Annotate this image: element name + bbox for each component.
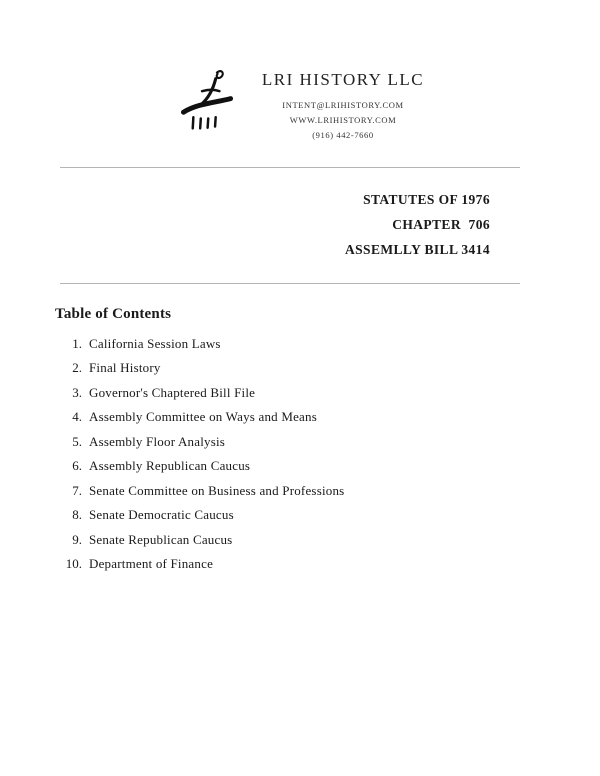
toc-item-number: 2. [72,360,82,376]
toc-item-label: Assembly Committee on Ways and Means [89,409,317,425]
toc-item-number: 10. [65,556,82,572]
company-phone: (916) 442-7660 [312,129,374,140]
toc-item [55,459,600,472]
statute-year: STATUTES OF 1976 [363,191,490,207]
toc-item [55,337,600,350]
toc-item-number: 6. [72,458,82,474]
toc-item-number: 8. [72,507,82,523]
toc-item [55,386,600,399]
letterhead-text [262,64,424,143]
statute-block [0,168,600,263]
toc-item [55,361,600,374]
toc-item-number: 7. [72,482,82,498]
toc-item-number: 5. [72,433,82,449]
toc-item-number: 9. [72,531,82,547]
toc-item-number: 4. [72,409,82,425]
company-name: LRI HISTORY LLC [261,70,425,89]
toc-item [55,533,600,546]
statute-bill: ASSEMLLY BILL 3414 [344,241,490,257]
company-website: WWW.LRIHISTORY.COM [289,114,397,125]
letterhead [0,0,600,143]
toc-item-number: 3. [72,384,82,400]
toc-item-number: 1. [72,335,82,351]
toc-item-label: Senate Committee on Business and Professions [89,482,345,498]
toc-item-label: Senate Democratic Caucus [89,507,234,523]
toc-item [55,484,600,497]
toc-heading: Table of Contents [55,305,172,322]
toc-item-label: Senate Republican Caucus [89,531,233,547]
toc-item-label: Governor's Chaptered Bill File [89,384,256,400]
divider-bottom [60,283,520,284]
toc-item [55,410,600,423]
toc-item-label: California Session Laws [89,335,221,351]
company-email: INTENT@LRIHISTORY.COM [282,100,404,110]
statute-chapter: CHAPTER 706 [392,216,490,232]
toc-item [55,508,600,521]
toc-item [55,435,600,448]
toc-item-label: Assembly Floor Analysis [89,433,226,449]
toc-item-label: Department of Finance [89,556,214,572]
calligraphy-mark-icon [176,66,238,138]
toc-item-label: Final History [89,360,161,376]
toc-list [0,337,600,571]
toc-item-label: Assembly Republican Caucus [89,458,251,474]
toc-item [55,557,600,570]
